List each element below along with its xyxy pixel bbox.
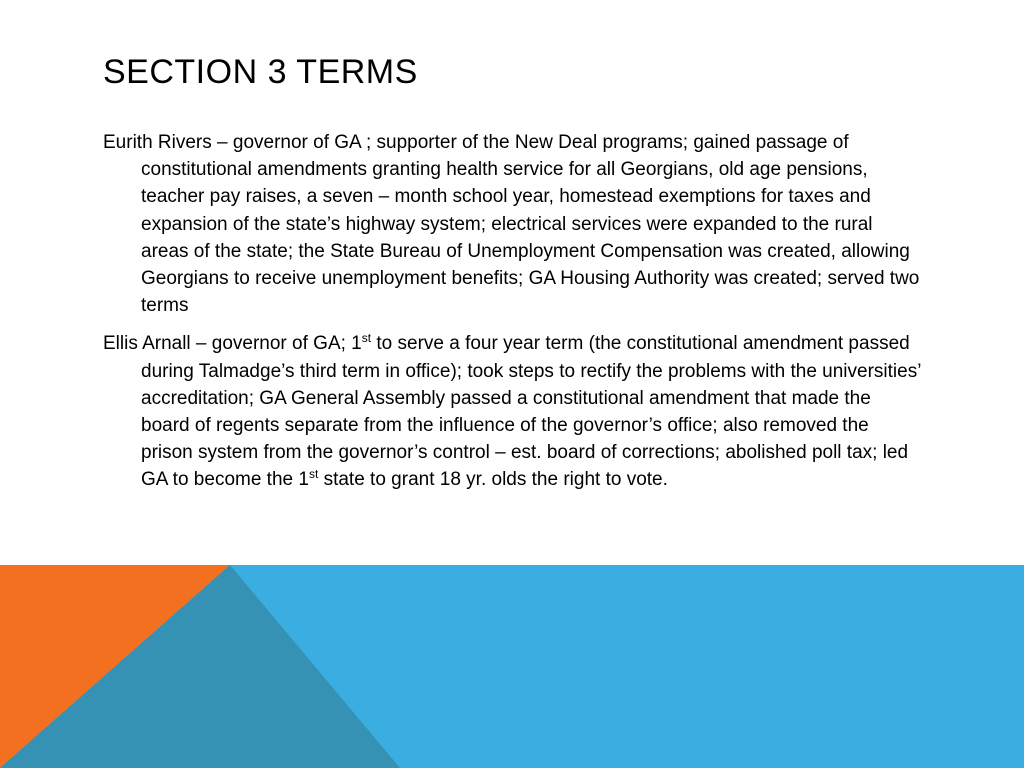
- decorative-footer-shapes: [0, 565, 1024, 768]
- ordinal-suffix: st: [308, 467, 319, 482]
- term-eurith-rivers: Eurith Rivers – governor of GA ; supporter of the New Deal programs; gained passage of constitutional amendments granting health service for all Georgians, old age pensions, teacher pay raises, a seven – month school year, homestead exemptions for taxes and expansion of the state’s highway system; electrical services were expanded to the rural areas of the state; the State Bureau of Unemployment Compensation was created, allowing Georgians to receive unemployment benefits; GA Housing Authority was created; served two terms: [103, 132, 920, 317]
- term-ellis-arnall: [103, 330, 923, 493]
- term-text: state to grant 18 yr. olds the right to vote.: [318, 469, 668, 491]
- slide-title: SECTION 3 TERMS: [103, 53, 418, 91]
- term-text: to serve a four year term (the constitutional amendment passed during Talmadge’s third term in office); took steps to rectify the problems with the universities’ accreditation; GA General Assembly passed a constitutional amendment that made the board of regents separate from the influence of the governor’s office; also removed the prison system from the governor’s control – est. board of corrections; abolished poll tax; led GA to become the 1: [141, 333, 921, 491]
- slide-body: [103, 129, 923, 505]
- term-text: Ellis Arnall – governor of GA; 1: [103, 333, 362, 355]
- ordinal-suffix: st: [361, 331, 372, 346]
